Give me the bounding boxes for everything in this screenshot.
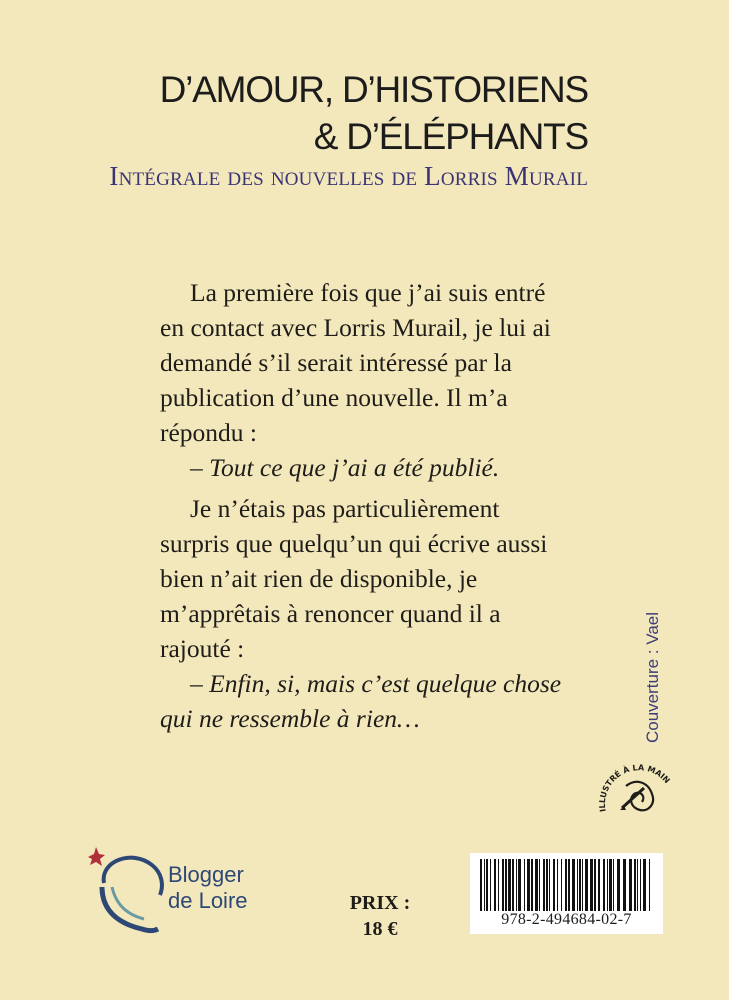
barcode-bar <box>494 859 496 911</box>
barcode-bar <box>634 859 636 911</box>
barcode-bar <box>553 859 555 911</box>
barcode-bar <box>561 859 562 911</box>
barcode-bar <box>535 859 538 911</box>
barcode-bar <box>498 859 499 911</box>
barcode-bar <box>598 859 600 911</box>
barcode-bar <box>512 859 514 911</box>
svg-text:ILLUSTRÉ À LA MAIN: ILLUSTRÉ À LA MAIN <box>597 763 672 813</box>
blurb-quote-1: – Tout ce que j’ai a été publié. <box>190 453 500 482</box>
back-cover-blurb <box>160 275 570 736</box>
publisher-line-1: Blogger <box>168 862 244 887</box>
barcode-bar <box>480 859 482 911</box>
isbn-number: 978-2-494684-02-7 <box>501 911 632 928</box>
blurb-paragraph-2: Je n’étais pas particulièrement surpris que quelqu’un qui écrive aussi bien n’ait rien de disponible, je m’apprêtais à renoncer quand il a rajouté : <box>160 494 548 663</box>
barcode-bar <box>640 859 641 911</box>
barcode-bar <box>577 859 578 911</box>
book-title <box>160 66 588 160</box>
barcode-bar <box>607 859 608 911</box>
book-subtitle: Intégrale des nouvelles de Lorris Murail <box>109 161 588 191</box>
barcode-bar <box>623 859 626 911</box>
price-value: 18 € <box>362 918 398 940</box>
barcode-bar <box>518 859 521 911</box>
barcode-bar <box>527 859 530 911</box>
barcode-bar <box>590 859 593 911</box>
barcode-bar <box>516 859 517 911</box>
barcode-bar <box>572 859 575 911</box>
barcode-bar <box>649 859 650 911</box>
cover-credit: Couverture : Vael <box>643 611 662 743</box>
blurb-quote-2: – Enfin, si, mais c’est quelque chose qui ne ressemble à rien… <box>160 669 562 733</box>
barcode-bar <box>585 859 588 911</box>
barcode-bar <box>486 859 488 911</box>
barcode-bar <box>629 859 632 911</box>
hand-illustrated-stamp-icon <box>596 748 682 840</box>
barcode-bar <box>568 859 570 911</box>
barcode-bar <box>643 859 646 911</box>
barcode-bar <box>505 859 507 911</box>
barcode-bar <box>594 859 596 911</box>
price-label: PRIX : <box>349 892 411 914</box>
barcode-bar <box>613 859 614 911</box>
barcode-bar <box>565 859 567 911</box>
barcode-bar <box>637 859 638 911</box>
barcode-bar <box>543 859 545 911</box>
barcode-bar <box>582 859 583 911</box>
barcode-bar <box>508 859 511 911</box>
barcode-bar <box>502 859 504 911</box>
barcode-bar <box>546 859 548 911</box>
barcode <box>470 853 663 934</box>
barcode-bar <box>617 859 620 911</box>
barcode-bar <box>557 859 558 911</box>
barcode-bars <box>480 859 653 911</box>
barcode-bar <box>524 859 525 911</box>
title-line-1: D’AMOUR, D’HISTORIENS <box>159 69 588 110</box>
blurb-paragraph-1: La première fois que j’ai suis entré en contact avec Lorris Murail, je lui ai demandé s’il serait intéressé par la publication d’une nouvelle. Il m’a répondu : <box>160 278 551 447</box>
barcode-bar <box>609 859 612 911</box>
title-line-2: & D’ÉLÉPHANTS <box>313 116 588 157</box>
barcode-bar <box>603 859 605 911</box>
barcode-bar <box>579 859 581 911</box>
barcode-bar <box>531 859 533 911</box>
publisher-name <box>168 862 248 914</box>
barcode-bar <box>549 859 550 911</box>
barcode-bar <box>539 859 540 911</box>
barcode-bar <box>490 859 491 911</box>
barcode-bar <box>484 859 485 911</box>
price-block <box>340 890 420 942</box>
publisher-line-2: de Loire <box>168 888 248 913</box>
